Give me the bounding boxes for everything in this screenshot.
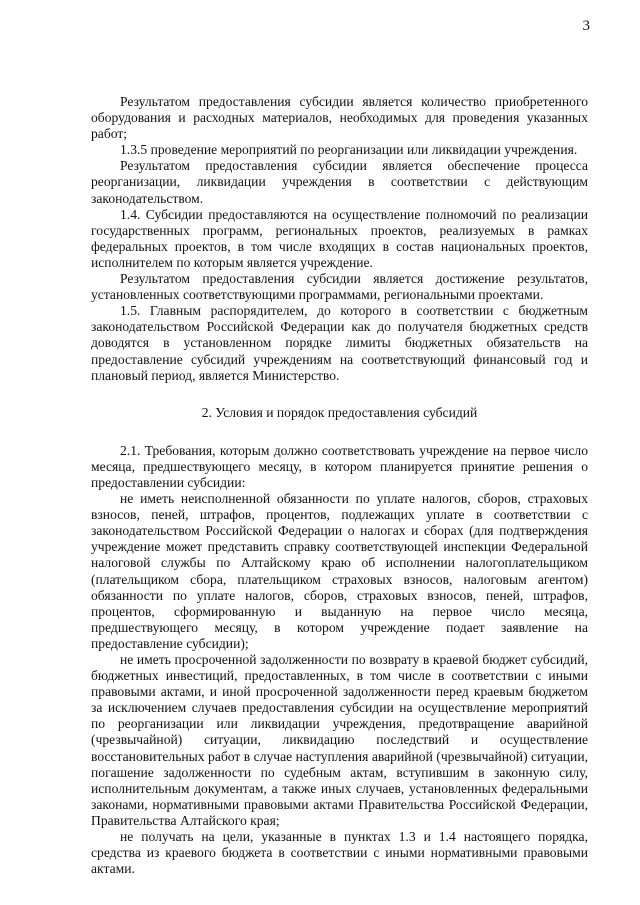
section-heading: 2. Условия и порядок предоставления субсидий bbox=[201, 404, 478, 420]
paragraph-no-tax-debt: не иметь неисполненной обязанности по уплате налогов, сборов, страховых взносов, пеней, штрафов, процентов, подлежащих уплате в соответствии с законодательством Российской Федерации о налогах и сборах (для подтверждения учреждение может представить справку соответствующей инспекции Федеральной налоговой службы по Алтайскому краю об исполнении налогоплательщиком (плательщиком сбора, плательщиком страховых взносов, налоговым агентом) обязанности по уплате налогов, сборов, страховых взносов, пеней, штрафов, процентов, сформированную и выданную на первое число месяца, предшествующего месяцу, в котором учреждение подает заявление на предоставление субсидии); bbox=[91, 491, 588, 651]
paragraph-result-reorganization: Результатом предоставления субсидии является обеспечение процесса реорганизации, ликвидации учреждения в соответствии с действующим законодательством. bbox=[91, 158, 588, 206]
paragraph-1-4: 1.4. Субсидии предоставляются на осуществление полномочий по реализации государственных программ, региональных проектов, реализуемых в рамках федеральных проектов, в том числе входящих в состав национальных проектов, исполнителем по которым является учреждение. bbox=[91, 206, 588, 270]
paragraph-no-overdue-debt: не иметь просроченной задолженности по возврату в краевой бюджет субсидий, бюджетных инвестиций, предоставленных, в том числе в соответствии с иными правовыми актами, и иной просроченной задолженности перед краевым бюджетом за исключением случаев предоставления субсидии на осуществление мероприятий по реорганизации или ликвидации учреждения, предотвращение аварийной (чрезвычайной) ситуации, ликвидацию последствий и осуществление восстановительных работ в случае наступления аварийной (чрезвычайной) ситуации, погашение задолженности по судебным актам, вступившим в законную силу, исполнительным документам, а также иных случаев, установленных федеральными законами, нормативными правовыми актами Правительства Российской Федерации, Правительства Алтайского края; bbox=[91, 652, 588, 828]
paragraph-no-other-funds: не получать на цели, указанные в пунктах 1.3 и 1.4 настоящего порядка, средства из краевого бюджета в соответствии с иными нормативными правовыми актами. bbox=[91, 829, 588, 877]
paragraph-2-1: 2.1. Требования, которым должно соответствовать учреждение на первое число месяца, предшествующего месяцу, в котором планируется принятие решения о предоставлении субсидии: bbox=[91, 442, 588, 490]
page-number: 3 bbox=[582, 18, 590, 34]
paragraph-result-equipment: Результатом предоставления субсидии является количество приобретенного оборудования и расходных материалов, необходимых для проведения указанных работ; bbox=[91, 94, 588, 142]
document-body bbox=[91, 94, 588, 877]
paragraph-1-3-5: 1.3.5 проведение мероприятий по реорганизации или ликвидации учреждения. bbox=[120, 142, 578, 158]
paragraph-result-projects: Результатом предоставления субсидии является достижение результатов, установленных соответствующими программами, региональными проектами. bbox=[91, 271, 588, 303]
paragraph-1-5: 1.5. Главным распорядителем, до которого в соответствии с бюджетным законодательством Российской Федерации как до получателя бюджетных средств доводятся в установленном порядке лимиты бюджетных обязательств на предоставление субсидий учреждениям на соответствующий финансовый год и плановый период, является Министерство. bbox=[91, 303, 588, 383]
